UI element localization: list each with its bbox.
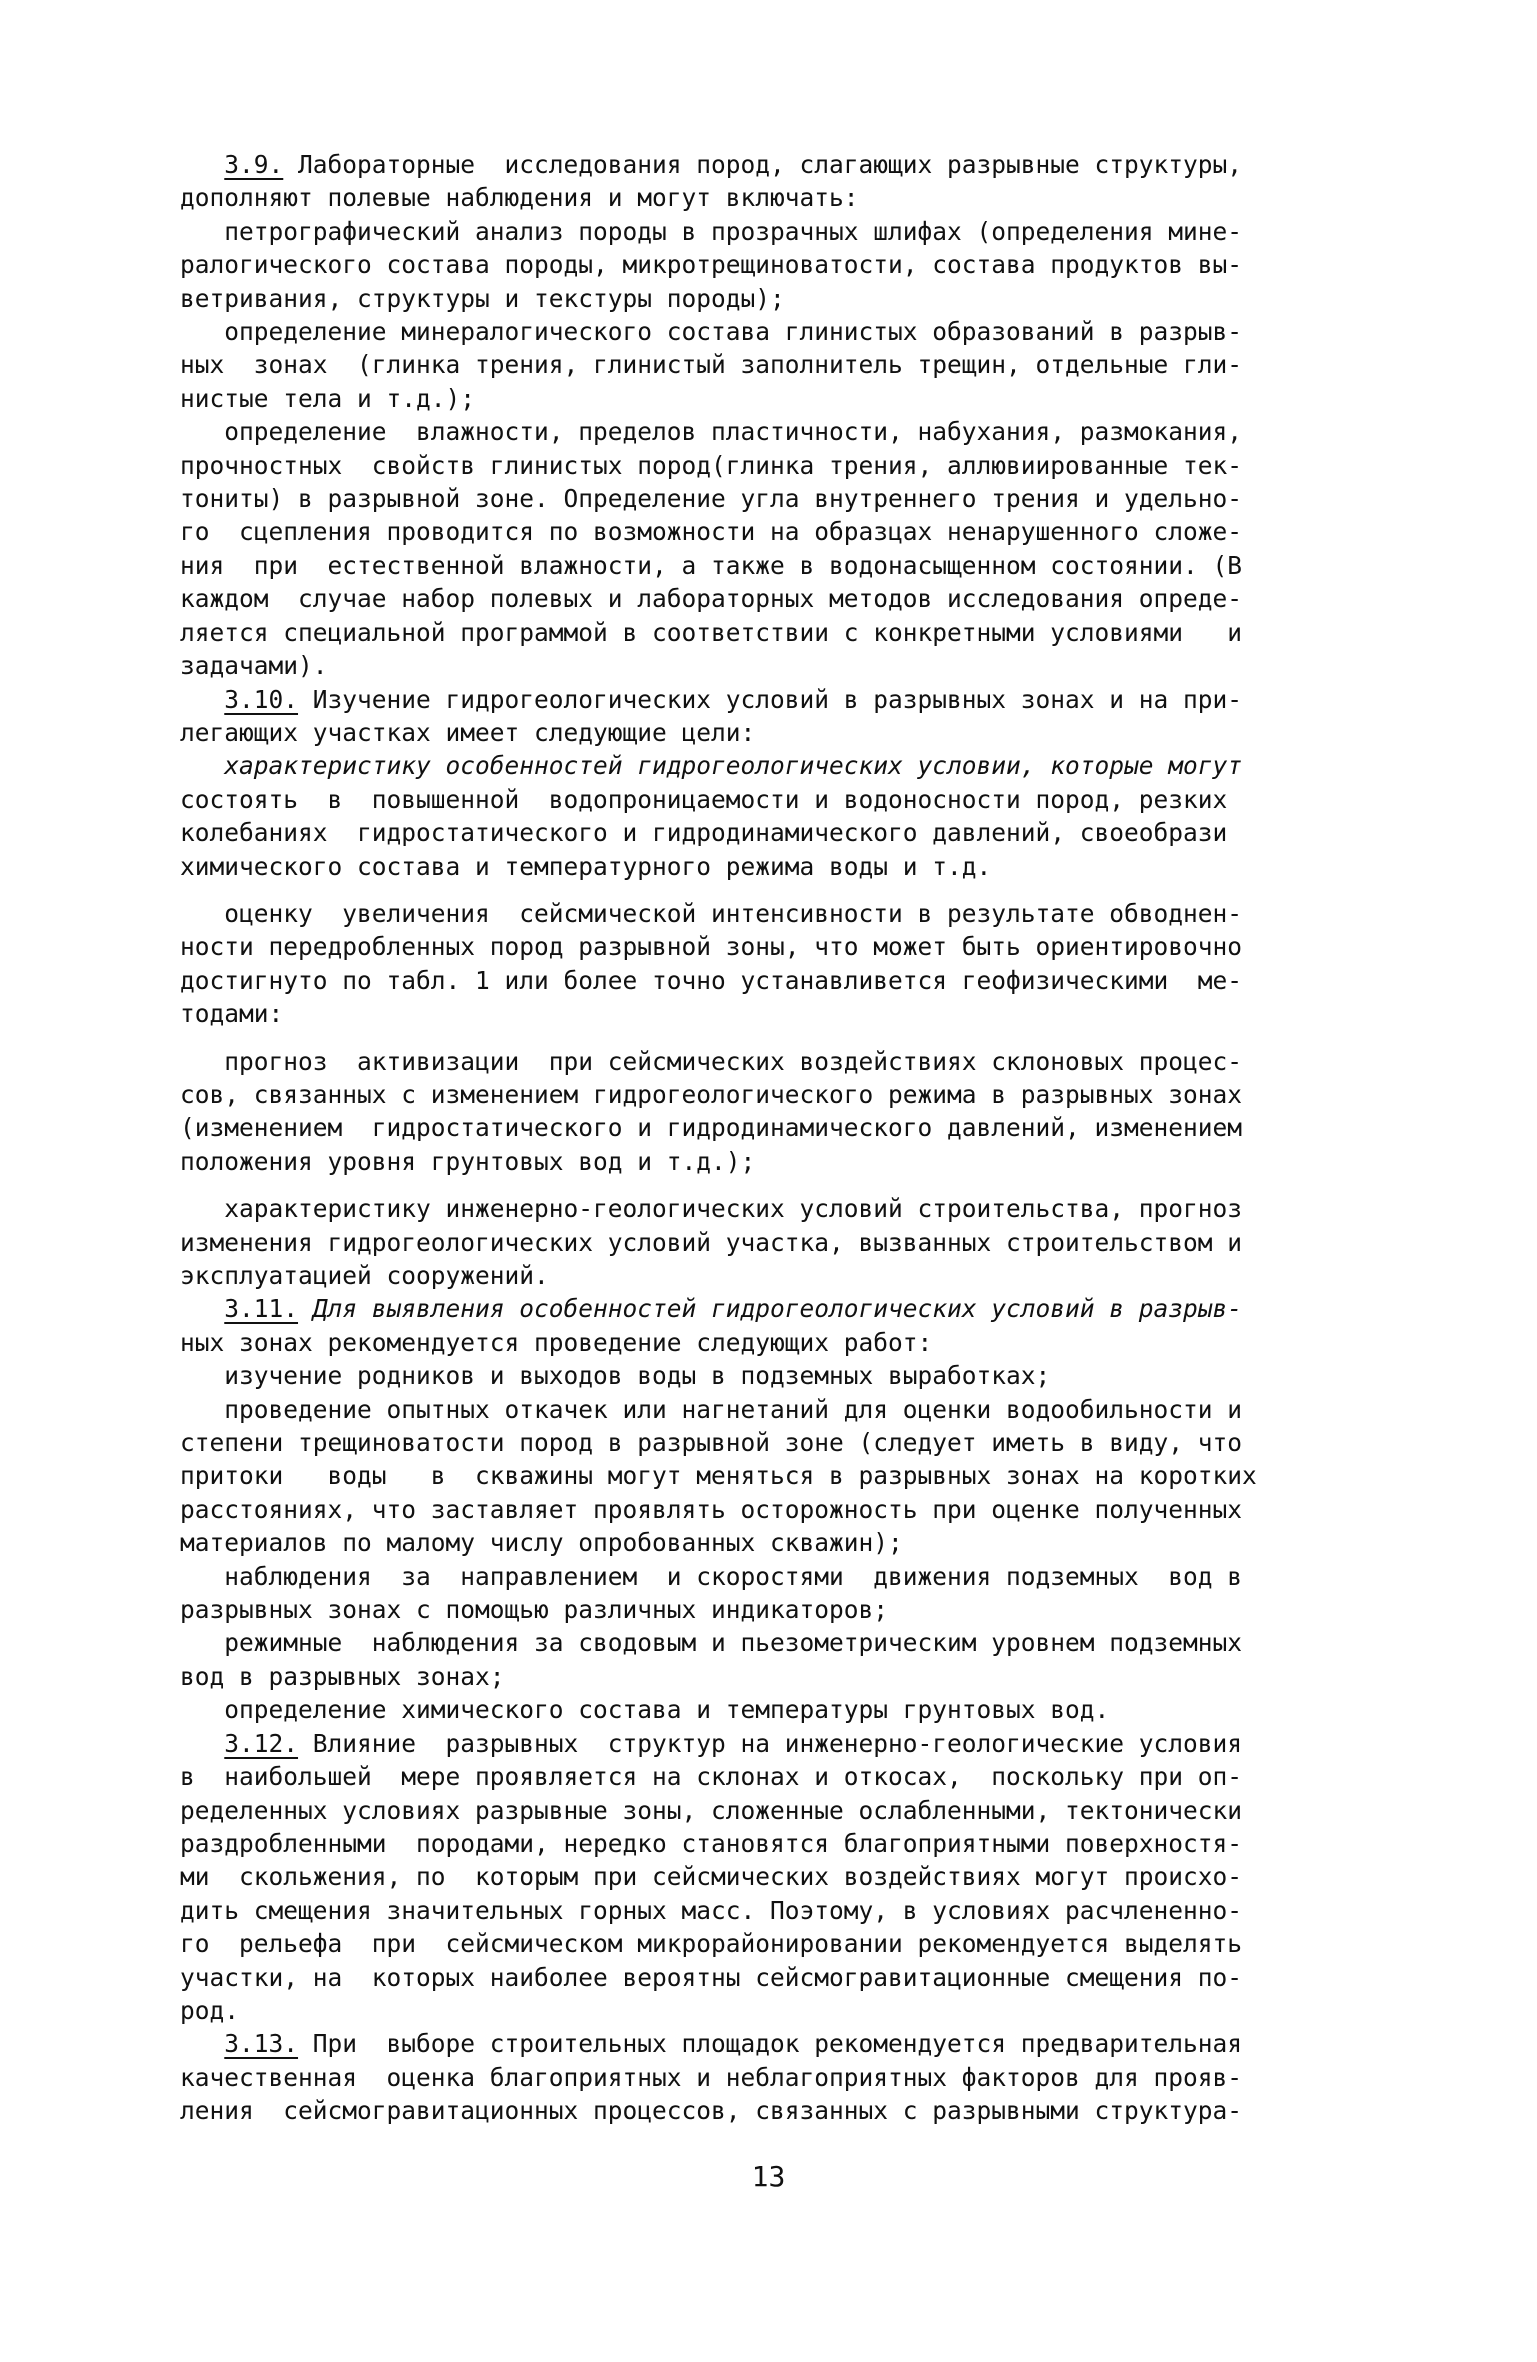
text-line: прогноз активизации при сейсмических воздействиях склоновых процес- [180,1046,1243,1076]
text-line: прочностных свойств глинистых пород(глинка трения, аллювиированные тек- [180,450,1243,480]
text-line: режимные наблюдения за сводовым и пьезометрическим уровнем подземных [180,1628,1243,1658]
text-line: легающих участках имеет следующие цели: [180,717,756,747]
text-line-italic: характеристику особенностей гидрогеологических условии, которые могут [180,751,1243,781]
text-line: качественная оценка благоприятных и неблагоприятных факторов для прояв- [180,2062,1243,2092]
text-line: наблюдения за направлением и скоростями движения подземных вод в [180,1561,1243,1591]
text-line: в наибольшей мере проявляется на склонах и откосах, поскольку при оп- [180,1762,1243,1792]
text-line: эксплуатацией сооружений. [180,1261,549,1290]
text-line: положения уровня грунтовых вод и т.д.); [180,1146,756,1176]
text-line: проведение опытных откачек или нагнетаний для оценки водообильности и [180,1394,1243,1424]
text-line: притоки воды в скважины могут меняться в разрывных зонах на коротких [180,1461,1257,1491]
text-line: ния при естественной влажности, а также в водонасыщенном состоянии. (В [180,550,1243,580]
text-line: оценку увеличения сейсмической интенсивности в результате обводнен- [180,898,1243,928]
section-number: 3.11. [224,1294,299,1324]
paragraph-text: Лабораторные исследования пород, слагающих разрывные структуры, [283,150,1243,179]
page-body [180,148,1360,2128]
text-line: колебаниях гидростатического и гидродинамического давлений, своеобрази [180,818,1228,848]
text-line: ляется специальной программой в соответствии с конкретными условиями и [180,617,1243,647]
text-line: материалов по малому числу опробованных скважин); [180,1528,903,1558]
text-line: расстояниях, что заставляет проявлять осторожность при оценке полученных [180,1494,1243,1524]
paragraph-text-italic: Для выявления особенностей гидрогеологических условий в разрыв- [298,1294,1243,1324]
text-line: ных зонах рекомендуется проведение следующих работ: [180,1327,933,1357]
text-line: изменения гидрогеологических условий участка, вызванных строительством и [180,1227,1243,1257]
paragraph-text: При выборе строительных площадок рекомендуется предварительная [298,2029,1243,2059]
text-line: химического состава и температурного режима воды и т.д. [180,851,992,881]
section-3-11 [180,1292,1360,1726]
text-line: вод в разрывных зонах; [180,1661,505,1691]
section-3-12 [180,1727,1360,2028]
text-line: участки, на которых наиболее вероятны сейсмогравитационные смещения по- [180,1962,1243,1992]
text-line: (изменением гидростатического и гидродинамического давлений, изменением [180,1113,1243,1143]
page-number: 13 [751,2160,786,2193]
text-line: нистые тела и т.д.); [180,383,476,413]
text-line: тониты) в разрывной зоне. Определение угла внутреннего трения и удельно- [180,484,1243,514]
text-line: состоять в повышенной водопроницаемости и водоносности пород, резких [180,784,1228,814]
text-line: сов, связанных с изменением гидрогеологического режима в разрывных зонах [180,1079,1243,1109]
text-line: ности передробленных пород разрывной зоны, что может быть ориентировочно [180,932,1243,962]
text-line: задачами). [180,651,328,681]
section-number: 3.12. [224,1728,299,1758]
text-line: определение минералогического состава глинистых образований в разрыв- [180,317,1243,347]
text-line: разрывных зонах с помощью различных индикаторов; [180,1595,889,1625]
section-number: 3.10. [224,684,299,714]
paragraph-text: Влияние разрывных структур на инженерно-геологические условия [298,1728,1243,1758]
section-number: 3.9. [224,150,284,179]
section-3-10 [180,683,1360,883]
text-line: степени трещиноватости пород в разрывной зоне (следует иметь в виду, что [180,1428,1243,1458]
text-line: го рельефа при сейсмическом микрорайонировании рекомендуется выделять [180,1929,1243,1959]
text-line: определение химического состава и температуры грунтовых вод. [180,1695,1110,1725]
text-line: изучение родников и выходов воды в подземных выработках; [180,1361,1051,1391]
section-3-10-e [180,1192,1360,1292]
text-line: ми скольжения, по которым при сейсмических воздействиях могут происхо- [180,1862,1243,1892]
text-line: тодами: [180,999,284,1029]
section-3-9 [180,148,1360,683]
text-line: ралогического состава породы, микротрещиноватости, состава продуктов вы- [180,250,1243,280]
text-line: го сцепления проводится по возможности на образцах ненарушенного сложе- [180,517,1243,547]
text-line: петрографический анализ породы в прозрачных шлифах (определения мине- [180,216,1243,246]
text-line: определение влажности, пределов пластичности, набухания, размокания, [180,417,1243,447]
text-line: достигнуто по табл. 1 или более точно устанавливется геофизическими ме- [180,965,1243,995]
text-line: ветривания, структуры и текстуры породы); [180,283,785,313]
text-line: ных зонах (глинка трения, глинистый заполнитель трещин, отдельные гли- [180,350,1243,380]
text-line: ления сейсмогравитационных процессов, связанных с разрывными структура- [180,2096,1243,2126]
text-line: ределенных условиях разрывные зоны, сложенные ослабленными, тектонически [180,1795,1243,1825]
section-3-10-d [180,1045,1360,1179]
paragraph-text: Изучение гидрогеологических условий в разрывных зонах и на при- [298,684,1243,714]
text-line: дополняют полевые наблюдения и могут включать: [180,183,859,213]
section-3-10-c [180,897,1360,1031]
text-line: род. [180,1995,240,2025]
text-line: характеристику инженерно-геологических условий строительства, прогноз [180,1194,1243,1224]
text-line: дить смещения значительных горных масс. Поэтому, в условиях расчлененно- [180,1895,1243,1925]
text-line: раздробленными породами, нередко становятся благоприятными поверхностя- [180,1828,1243,1858]
section-number: 3.13. [224,2029,299,2059]
section-3-13 [180,2027,1360,2127]
text-line: каждом случае набор полевых и лабораторных методов исследования опреде- [180,584,1243,614]
